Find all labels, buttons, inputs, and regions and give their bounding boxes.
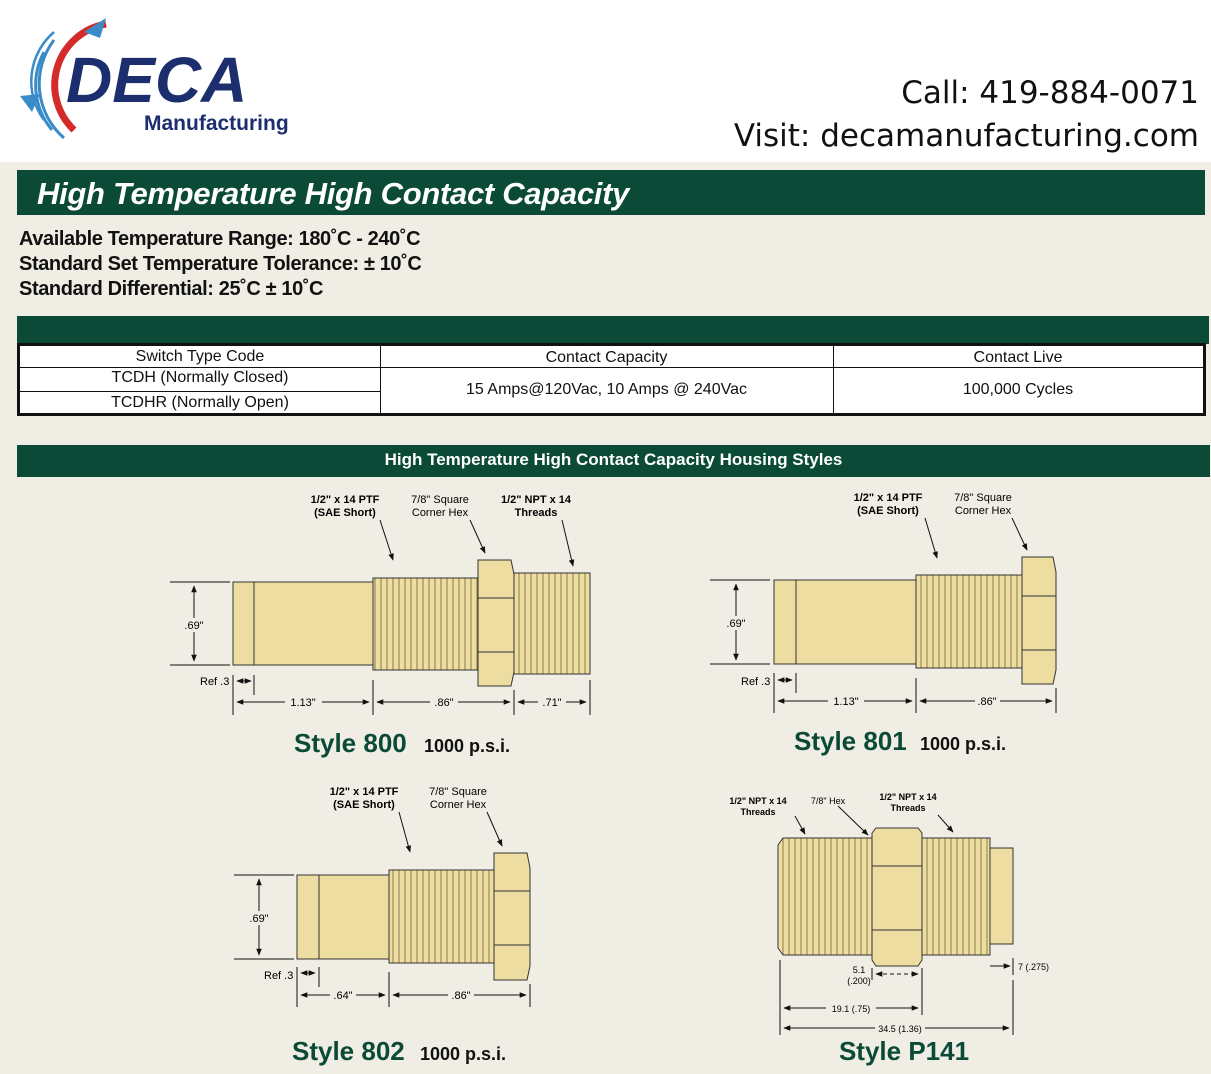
title-banner	[17, 170, 1205, 215]
style-p141-hex	[872, 828, 922, 966]
style-800-npt-label: 1/2" NPT x 14	[500, 494, 572, 506]
style-p141-dim-right: 7 (.275)	[1018, 962, 1050, 972]
style-801-psi: 1000 p.s.i.	[920, 734, 1007, 754]
style-802-drawing	[234, 786, 530, 1066]
style-801-ptf-label: 1/2" x 14 PTF	[853, 492, 923, 504]
style-801-dia: .69"	[726, 618, 746, 630]
style-801-hex-label: 7/8" Square	[954, 492, 1012, 504]
table-divider	[20, 391, 380, 392]
style-800-ptf-label: 1/2" x 14 PTF	[310, 494, 380, 506]
style-p141-drawing	[729, 792, 1049, 1066]
style-802-hex-label: 7/8" Square	[429, 786, 487, 798]
style-800-dia: .69"	[184, 620, 204, 632]
table-cell-life: 100,000 Cycles	[962, 381, 1074, 398]
style-800-hex	[478, 560, 514, 686]
style-802-hex	[494, 853, 530, 980]
style-802-dim-body: .64"	[333, 990, 353, 1002]
style-802-title: Style 802	[292, 1036, 405, 1066]
housing-drawings	[0, 480, 1211, 1074]
style-p141-dim-total: 34.5 (1.36)	[878, 1024, 922, 1034]
deca-logo	[14, 12, 324, 154]
style-p141-hex-label: 7/8" Hex	[810, 796, 846, 806]
style-802-dia: .69"	[249, 913, 269, 925]
style-p141-dim-mid: 19.1 (.75)	[831, 1004, 871, 1014]
style-p141-left-thread	[778, 838, 872, 955]
style-802-ptf-label: 1/2" x 14 PTF	[329, 786, 399, 798]
style-802-body	[297, 875, 389, 959]
logo-tagline: Manufacturing	[144, 112, 289, 135]
spec-list	[19, 227, 421, 302]
table-header-capacity: Contact Capacity	[545, 349, 668, 366]
style-800-ptf-thread	[373, 578, 478, 670]
style-p141-dim-small: 5.1	[852, 965, 866, 975]
style-p141-dim-small-sub: (.200)	[847, 976, 871, 986]
contact-info	[734, 72, 1199, 158]
spec-tolerance: Standard Set Temperature Tolerance: ± 10˚C	[19, 253, 422, 275]
style-p141-npt-left-label: 1/2" NPT x 14	[729, 796, 787, 806]
page-title: High Temperature High Contact Capacity	[37, 176, 630, 211]
spec-differential: Standard Differential: 25˚C ± 10˚C	[19, 278, 324, 300]
style-801-ref: Ref .3	[741, 676, 771, 688]
table-header-life: Contact Live	[973, 349, 1063, 366]
style-800-psi: 1000 p.s.i.	[424, 736, 511, 756]
table-header-code: Switch Type Code	[135, 348, 265, 365]
table-cell-capacity: 15 Amps@120Vac, 10 Amps @ 240Vac	[466, 381, 747, 398]
style-802-psi: 1000 p.s.i.	[420, 1044, 507, 1064]
style-800-ref: Ref .3	[200, 676, 230, 688]
style-800-drawing	[170, 494, 590, 758]
section-banner	[17, 445, 1210, 477]
style-801-hex-sub: Corner Hex	[954, 505, 1012, 517]
style-802-hex-sub: Corner Hex	[429, 799, 487, 811]
style-p141-npt-right-label: 1/2" NPT x 14	[879, 792, 937, 802]
contact-table	[17, 343, 1206, 416]
style-p141-title: Style P141	[838, 1036, 970, 1066]
spec-temperature-range: Available Temperature Range: 180˚C - 240˚C	[19, 228, 421, 250]
style-800-dim-npt: .71"	[542, 697, 562, 709]
style-p141-right-thread	[922, 838, 990, 955]
table-cell-code-no: TCDHR (Normally Open)	[111, 394, 289, 411]
style-800-npt-sub: Threads	[514, 507, 558, 519]
style-p141-npt-right-sub: Threads	[890, 803, 926, 813]
phone-number: Call: 419-884-0071	[901, 75, 1199, 111]
style-800-ptf-sub: (SAE Short)	[314, 507, 376, 519]
table-divider	[20, 367, 1203, 368]
style-800-hex-sub: Corner Hex	[411, 507, 469, 519]
style-p141-npt-left-sub: Threads	[740, 807, 776, 817]
style-801-title: Style 801	[794, 726, 907, 756]
style-801-dim-body: 1.13"	[833, 696, 859, 708]
style-p141-tip	[990, 848, 1013, 944]
page-header	[0, 0, 1211, 162]
style-802-ref: Ref .3	[264, 970, 294, 982]
style-801-ptf-thread	[916, 575, 1022, 668]
style-800-hex-label: 7/8" Square	[411, 494, 469, 506]
style-800-npt-thread	[514, 573, 590, 674]
style-801-body	[774, 580, 916, 664]
table-cell-code-nc: TCDH (Normally Closed)	[111, 369, 289, 386]
style-800-dim-body: 1.13"	[290, 697, 316, 709]
style-801-drawing	[710, 492, 1056, 756]
style-802-ptf-sub: (SAE Short)	[333, 799, 395, 811]
style-802-ptf-thread	[389, 870, 494, 963]
website-link[interactable]: Visit: decamanufacturing.com	[733, 118, 1199, 154]
style-801-hex	[1022, 557, 1056, 684]
style-800-title: Style 800	[294, 728, 407, 758]
section-title: High Temperature High Contact Capacity Housing Styles	[384, 450, 843, 469]
style-800-dim-thread: .86"	[434, 697, 454, 709]
logo-wordmark: DECA	[66, 44, 248, 116]
style-802-dim-thread: .86"	[451, 990, 471, 1002]
style-801-ptf-sub: (SAE Short)	[857, 505, 919, 517]
style-801-dim-thread: .86"	[977, 696, 997, 708]
table-banner	[17, 316, 1209, 344]
